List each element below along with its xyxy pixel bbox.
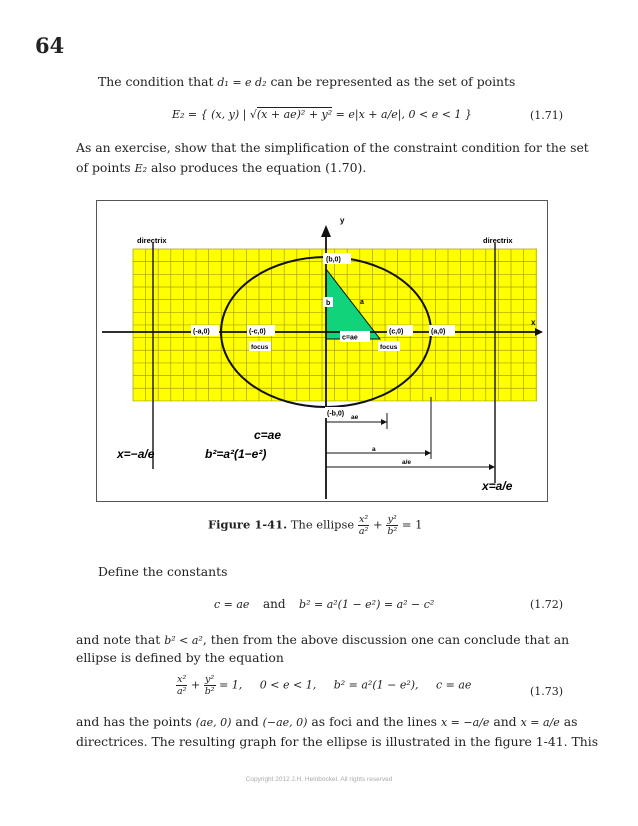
label-directrix-right: directrix — [483, 236, 513, 245]
equation-number-1-71: (1.71) — [530, 109, 564, 122]
equation-1-71 — [172, 108, 472, 121]
eq172-and: and — [262, 597, 286, 611]
label-c0: (c,0) — [389, 328, 404, 336]
label-c-eq-ae-small: c=ae — [342, 334, 358, 342]
label-x-eq-a-over-e: x=a/e — [482, 479, 513, 493]
paragraph-foci-line1 — [76, 712, 577, 733]
sqrt-symbol: √ — [249, 108, 257, 121]
paragraph-exercise-line1: As an exercise, show that the simplification of the constraint condition for the set — [76, 140, 589, 155]
x-axis-arrow — [535, 328, 543, 336]
para2-tail: also produces the equation (1.70). — [147, 160, 367, 175]
caption-frac2 — [386, 514, 398, 537]
caption-plus: + — [369, 517, 387, 532]
paragraph-foci-line2: directrices. The resulting graph for the ellipse is illustrated in the figure 1-41. This — [76, 734, 599, 749]
dim-a-arrow — [425, 450, 431, 456]
para5-m3: x = −a/e — [440, 716, 490, 729]
dim-ae-arrow — [381, 419, 387, 425]
para5-d: and — [489, 714, 521, 729]
eq173-frac2-num: y² — [205, 674, 215, 685]
equation-1-72 — [214, 597, 434, 611]
equation-number-1-73: (1.73) — [530, 685, 564, 698]
paragraph-note-line2: ellipse is defined by the equation — [76, 650, 284, 665]
caption-text: The ellipse — [287, 517, 358, 532]
para5-m1: (ae, 0) — [195, 716, 232, 729]
para2-lead: of points — [76, 160, 135, 175]
eq173-frac1-den: a² — [177, 686, 187, 697]
eq173-frac1 — [176, 674, 187, 697]
figure-ellipse — [96, 200, 548, 502]
label-directrix-left: directrix — [137, 236, 167, 245]
label-neg-b0: (-b,0) — [327, 410, 345, 418]
label-neg-c0: (-c,0) — [249, 328, 266, 336]
caption-label: Figure 1-41. — [208, 517, 288, 532]
para1-tail: can be represented as the set of points — [266, 74, 516, 89]
label-b0: (b,0) — [326, 256, 341, 264]
para5-m2: (−ae, 0) — [262, 716, 308, 729]
page-number: 64 — [35, 33, 65, 58]
para5-c: as foci and the lines — [307, 714, 441, 729]
label-x-eq-neg-a-over-e: x=−a/e — [117, 447, 155, 461]
equation-number-1-72: (1.72) — [530, 598, 564, 611]
dim-a-over-e-arrow — [489, 464, 495, 470]
para2-math: E₂ — [134, 162, 148, 175]
paragraph-exercise-line2 — [76, 158, 366, 179]
label-x-axis: x — [531, 318, 536, 327]
figure-caption — [208, 514, 422, 537]
eq173-frac1-num: x² — [177, 674, 187, 685]
caption-frac1-den: a² — [358, 526, 369, 537]
para4-math: b² < a² — [164, 634, 203, 647]
label-b: b — [326, 300, 331, 307]
eq172-b2: b² = a²(1 − e²) = a² − c² — [299, 598, 435, 611]
paragraph-define: Define the constants — [98, 564, 228, 579]
label-a-over-e: a/e — [402, 459, 412, 466]
eq171-lhs: E₂ = { (x, y) | — [172, 108, 250, 121]
eq172-c: c = ae — [214, 598, 250, 611]
label-focus-right: focus — [380, 344, 398, 351]
eq171-rhs: = e|x + a/e|, 0 < e < 1 } — [332, 108, 472, 121]
caption-frac2-den: b² — [387, 526, 398, 537]
para4-lead: and note that — [76, 632, 165, 647]
eq173-plus: + — [187, 678, 204, 692]
para1-lead: The condition that — [98, 74, 218, 89]
paragraph-condition — [98, 72, 515, 93]
copyright-notice: Copyright 2012 J.H. Heinbockel. All rights reserved — [245, 776, 393, 783]
label-b2-eq: b²=a²(1−e²) — [205, 447, 267, 461]
label-a0: (a,0) — [431, 328, 446, 336]
caption-frac2-num: y² — [387, 514, 397, 525]
label-focus-left: focus — [251, 344, 269, 351]
caption-frac1-num: x² — [359, 514, 369, 525]
caption-eq: = 1 — [398, 517, 423, 532]
eq173-frac2-den: b² — [204, 686, 215, 697]
label-neg-a0: (-a,0) — [193, 328, 210, 336]
para5-b: and — [231, 714, 263, 729]
label-y-axis: y — [340, 216, 345, 225]
label-ae: ae — [351, 414, 359, 421]
eq173-frac2 — [204, 674, 216, 697]
caption-frac1 — [358, 514, 369, 537]
equation-1-73 — [176, 674, 471, 697]
para5-e: as — [559, 714, 578, 729]
label-a-dim: a — [372, 446, 376, 453]
eq171-radicand: (x + ae)² + y² — [256, 108, 333, 121]
para5-a: and has the points — [76, 714, 196, 729]
eq173-rest: = 1, 0 < e < 1, b² = a²(1 − e²), c = ae — [215, 678, 472, 692]
para5-m4: x = a/e — [520, 716, 560, 729]
label-c-eq-ae: c=ae — [254, 428, 282, 442]
para1-math: d₁ = e d₂ — [217, 76, 267, 89]
ellipse-diagram — [97, 201, 547, 501]
para4-tail: , then from the above discussion one can conclude that an — [202, 632, 570, 647]
label-a: a — [360, 299, 364, 306]
y-axis-arrow — [321, 225, 331, 237]
